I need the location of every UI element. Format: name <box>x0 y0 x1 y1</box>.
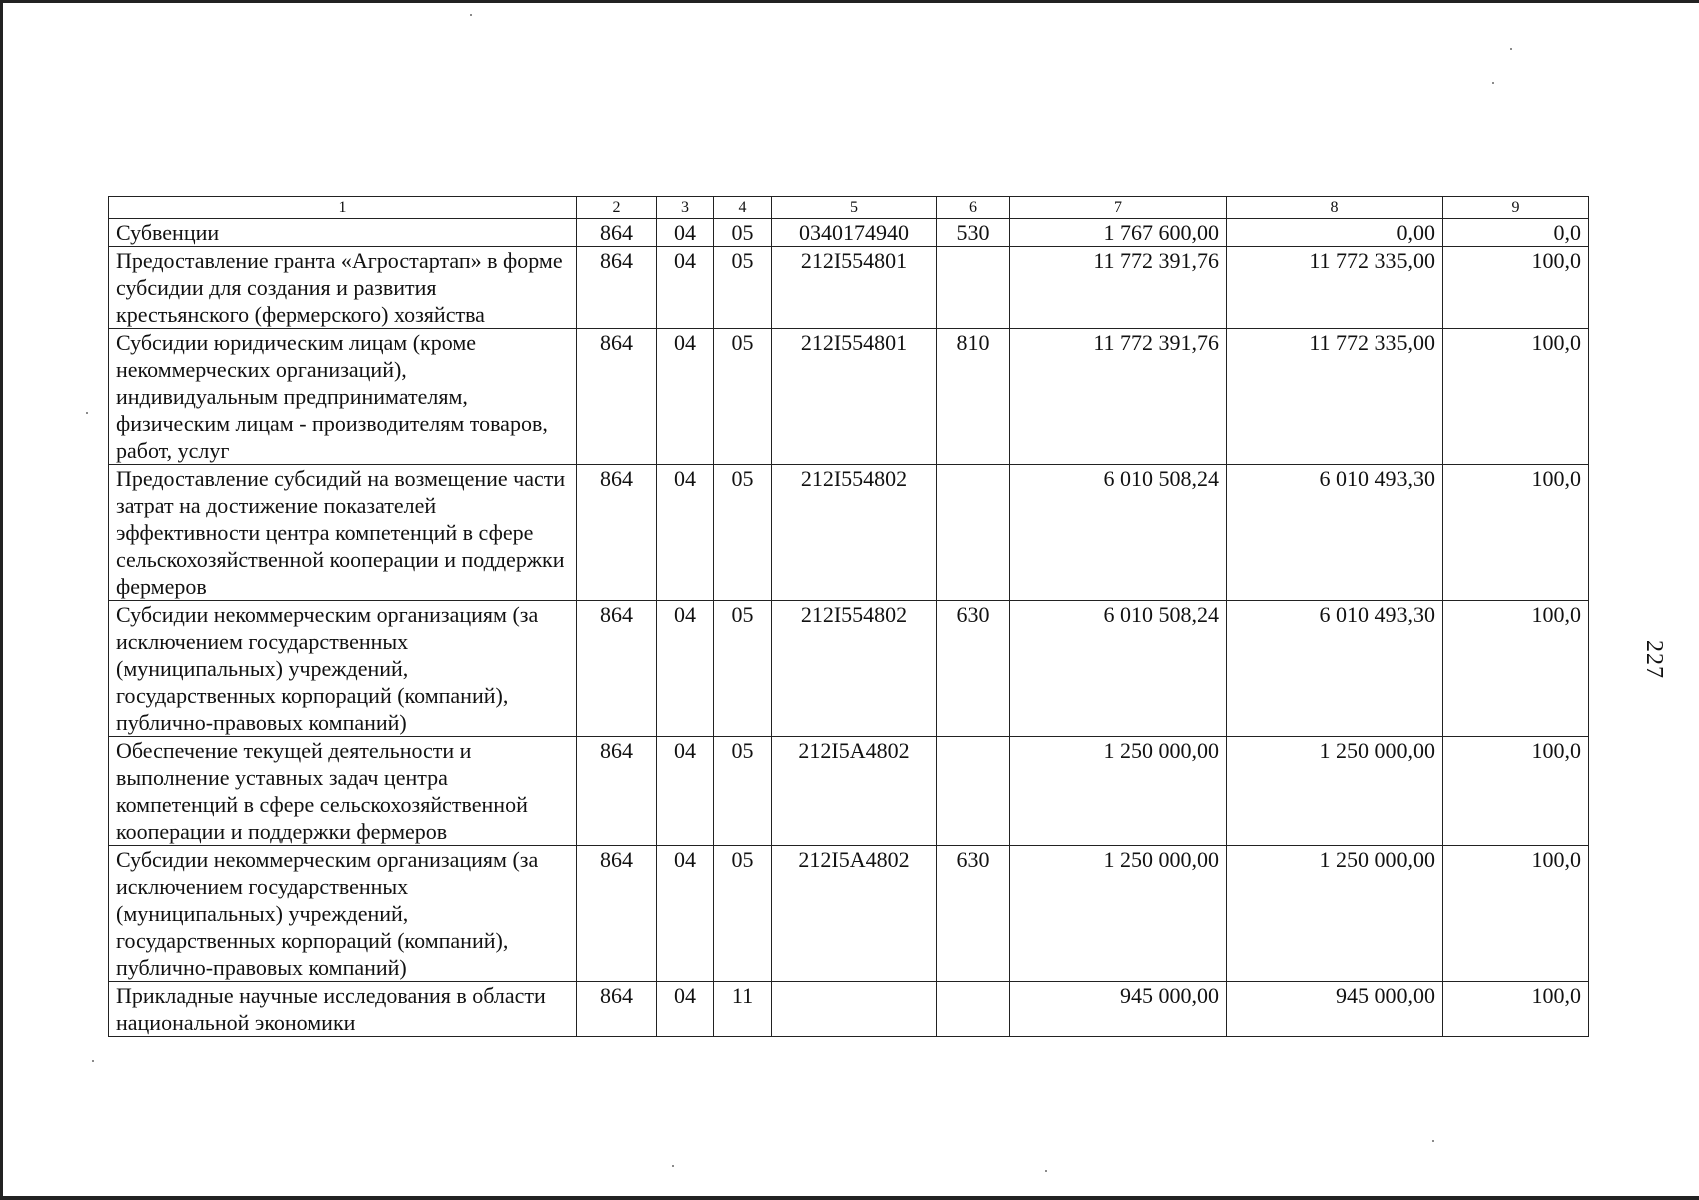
cell-section: 04 <box>657 846 714 982</box>
scan-edge-top <box>0 0 1699 3</box>
cell-section: 04 <box>657 982 714 1037</box>
row-name: Обеспечение текущей деятельности и выполнение уставных задач центра компетенций в сфере сельскохозяйственной кооперации и поддержки фермеров <box>109 737 577 846</box>
cell-section: 04 <box>657 465 714 601</box>
cell-executed-amount: 6 010 493,30 <box>1227 465 1443 601</box>
cell-expense-type: 810 <box>937 329 1010 465</box>
cell-admin-code: 864 <box>577 846 657 982</box>
cell-expense-type <box>937 737 1010 846</box>
col-header: 8 <box>1227 197 1443 219</box>
scan-speck <box>1510 48 1512 50</box>
cell-section: 04 <box>657 601 714 737</box>
cell-section: 04 <box>657 737 714 846</box>
cell-executed-amount: 6 010 493,30 <box>1227 601 1443 737</box>
cell-percent: 100,0 <box>1443 329 1589 465</box>
cell-admin-code: 864 <box>577 737 657 846</box>
cell-expense-type <box>937 982 1010 1037</box>
table-row <box>109 219 1589 247</box>
col-header: 5 <box>772 197 937 219</box>
cell-plan-amount: 1 250 000,00 <box>1010 846 1227 982</box>
cell-plan-amount: 1 250 000,00 <box>1010 737 1227 846</box>
cell-executed-amount: 1 250 000,00 <box>1227 737 1443 846</box>
cell-subsection: 05 <box>714 737 772 846</box>
table-row <box>109 465 1589 601</box>
cell-admin-code: 864 <box>577 247 657 329</box>
cell-admin-code: 864 <box>577 601 657 737</box>
cell-percent: 100,0 <box>1443 846 1589 982</box>
cell-percent: 100,0 <box>1443 982 1589 1037</box>
cell-plan-amount: 6 010 508,24 <box>1010 601 1227 737</box>
cell-percent: 100,0 <box>1443 465 1589 601</box>
table-row <box>109 846 1589 982</box>
budget-table <box>108 196 1589 1037</box>
cell-expense-type <box>937 247 1010 329</box>
cell-executed-amount: 0,00 <box>1227 219 1443 247</box>
cell-admin-code: 864 <box>577 219 657 247</box>
cell-section: 04 <box>657 219 714 247</box>
cell-plan-amount: 11 772 391,76 <box>1010 329 1227 465</box>
page-number: 227 <box>1641 640 1667 679</box>
col-header: 7 <box>1010 197 1227 219</box>
cell-target-article: 212I5A4802 <box>772 737 937 846</box>
scan-speck <box>92 1060 94 1062</box>
cell-admin-code: 864 <box>577 465 657 601</box>
cell-plan-amount: 945 000,00 <box>1010 982 1227 1037</box>
col-header: 3 <box>657 197 714 219</box>
cell-percent: 100,0 <box>1443 247 1589 329</box>
cell-executed-amount: 1 250 000,00 <box>1227 846 1443 982</box>
cell-expense-type: 630 <box>937 846 1010 982</box>
cell-subsection: 05 <box>714 329 772 465</box>
scan-speck <box>672 1165 674 1167</box>
col-header: 6 <box>937 197 1010 219</box>
col-header: 1 <box>109 197 577 219</box>
scan-edge-left <box>0 0 3 1200</box>
cell-subsection: 05 <box>714 219 772 247</box>
cell-expense-type <box>937 465 1010 601</box>
cell-executed-amount: 945 000,00 <box>1227 982 1443 1037</box>
cell-plan-amount: 1 767 600,00 <box>1010 219 1227 247</box>
cell-percent: 100,0 <box>1443 601 1589 737</box>
col-header: 2 <box>577 197 657 219</box>
row-name: Субсидии некоммерческим организациям (за исключением государственных (муниципальных) учреждений, государственных корпораций (компаний), публично-правовых компаний) <box>109 846 577 982</box>
row-name: Субвенции <box>109 219 577 247</box>
row-name: Субсидии некоммерческим организациям (за исключением государственных (муниципальных) учреждений, государственных корпораций (компаний), публично-правовых компаний) <box>109 601 577 737</box>
row-name: Предоставление субсидий на возмещение части затрат на достижение показателей эффективности центра компетенций в сфере сельскохозяйственной кооперации и поддержки фермеров <box>109 465 577 601</box>
cell-target-article <box>772 982 937 1037</box>
col-header: 9 <box>1443 197 1589 219</box>
cell-subsection: 05 <box>714 846 772 982</box>
table-row <box>109 601 1589 737</box>
header-row <box>109 197 1589 219</box>
cell-plan-amount: 6 010 508,24 <box>1010 465 1227 601</box>
cell-subsection: 11 <box>714 982 772 1037</box>
cell-target-article: 212I5A4802 <box>772 846 937 982</box>
row-name: Предоставление гранта «Агростартап» в форме субсидии для создания и развития крестьянского (фермерского) хозяйства <box>109 247 577 329</box>
cell-executed-amount: 11 772 335,00 <box>1227 247 1443 329</box>
cell-admin-code: 864 <box>577 329 657 465</box>
cell-percent: 100,0 <box>1443 737 1589 846</box>
cell-executed-amount: 11 772 335,00 <box>1227 329 1443 465</box>
table-row <box>109 982 1589 1037</box>
cell-target-article: 212I554802 <box>772 465 937 601</box>
table-row <box>109 737 1589 846</box>
cell-target-article: 212I554802 <box>772 601 937 737</box>
cell-subsection: 05 <box>714 247 772 329</box>
row-name: Субсидии юридическим лицам (кроме некоммерческих организаций), индивидуальным предпринимателям, физическим лицам - производителям товаров, работ, услуг <box>109 329 577 465</box>
scan-speck <box>1492 82 1494 84</box>
row-name: Прикладные научные исследования в области национальной экономики <box>109 982 577 1037</box>
col-header: 4 <box>714 197 772 219</box>
scan-edge-bottom <box>0 1196 1699 1200</box>
cell-target-article: 212I554801 <box>772 329 937 465</box>
cell-subsection: 05 <box>714 465 772 601</box>
cell-section: 04 <box>657 329 714 465</box>
cell-expense-type: 630 <box>937 601 1010 737</box>
cell-target-article: 212I554801 <box>772 247 937 329</box>
cell-expense-type: 530 <box>937 219 1010 247</box>
cell-percent: 0,0 <box>1443 219 1589 247</box>
scan-speck <box>1045 1170 1047 1172</box>
cell-admin-code: 864 <box>577 982 657 1037</box>
cell-plan-amount: 11 772 391,76 <box>1010 247 1227 329</box>
cell-subsection: 05 <box>714 601 772 737</box>
table-row <box>109 247 1589 329</box>
scan-speck <box>86 412 88 414</box>
table-row <box>109 329 1589 465</box>
scan-speck <box>1432 1140 1434 1142</box>
cell-target-article: 0340174940 <box>772 219 937 247</box>
cell-section: 04 <box>657 247 714 329</box>
scan-speck <box>470 14 472 16</box>
